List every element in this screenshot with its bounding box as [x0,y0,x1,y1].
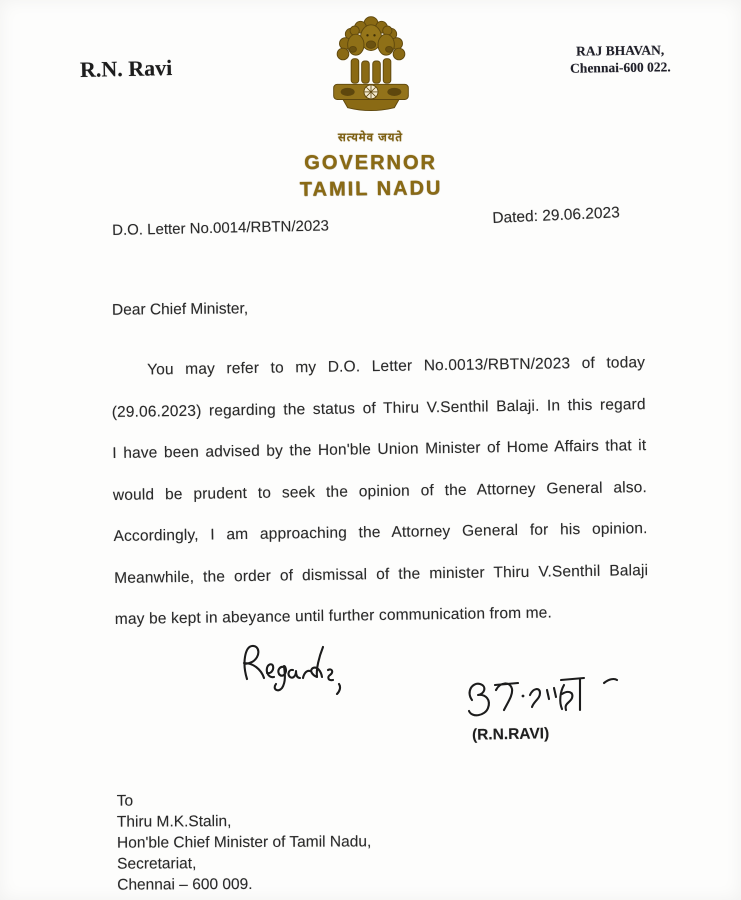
body-line: may be kept in abeyance until further communication from me. [114,604,553,628]
governor-title: GOVERNOR [304,152,437,174]
recipient-line: Thiru M.K.Stalin, [116,813,232,831]
recipient-line: Secretariat, [117,855,197,873]
letter-body [111,354,649,652]
body-line: would be prudent to seek the opinion of the Attorney General also. [112,478,648,504]
motto-text: सत्यमेव जयते [337,132,403,144]
lion-capital-of-ashoka-icon [311,12,431,124]
signature-handwriting-icon [458,666,622,730]
letter-number: D.O. Letter No.0014/RBTN/2023 [112,217,330,239]
body-line: (29.06.2023) regarding the status of Thiru V.Senthil Balaji. In this regard [111,395,646,421]
letterhead-emblem-block [241,12,501,201]
regards-handwriting-icon [233,637,345,695]
office-line2: Chennai-600 022. [570,59,672,76]
state-title: TAMIL NADU [299,177,442,201]
body-line: I have been advised by the Hon'ble Union Minister of Home Affairs that it [112,437,647,462]
recipient-address [117,789,372,895]
office-address [570,41,671,76]
recipient-line: Hon'ble Chief Minister of Tamil Nadu, [116,833,372,852]
sender-name: R.N. Ravi [79,55,173,82]
signatory-name: (R.N.RAVI) [471,725,550,744]
recipient-line: Chennai – 600 009. [117,875,253,894]
letter-date: Dated: 29.06.2023 [492,204,621,227]
salutation: Dear Chief Minister, [111,300,249,319]
recipient-line: To [116,792,134,810]
body-line: Accordingly, I am approaching the Attorney General for his opinion. [113,520,648,545]
office-line1: RAJ BHAVAN, [576,42,665,59]
body-line: You may refer to my D.O. Letter No.0013/RBTN/2023 of today [146,354,646,379]
body-line: Meanwhile, the order of dismissal of the minister Thiru V.Senthil Balaji [114,561,649,587]
